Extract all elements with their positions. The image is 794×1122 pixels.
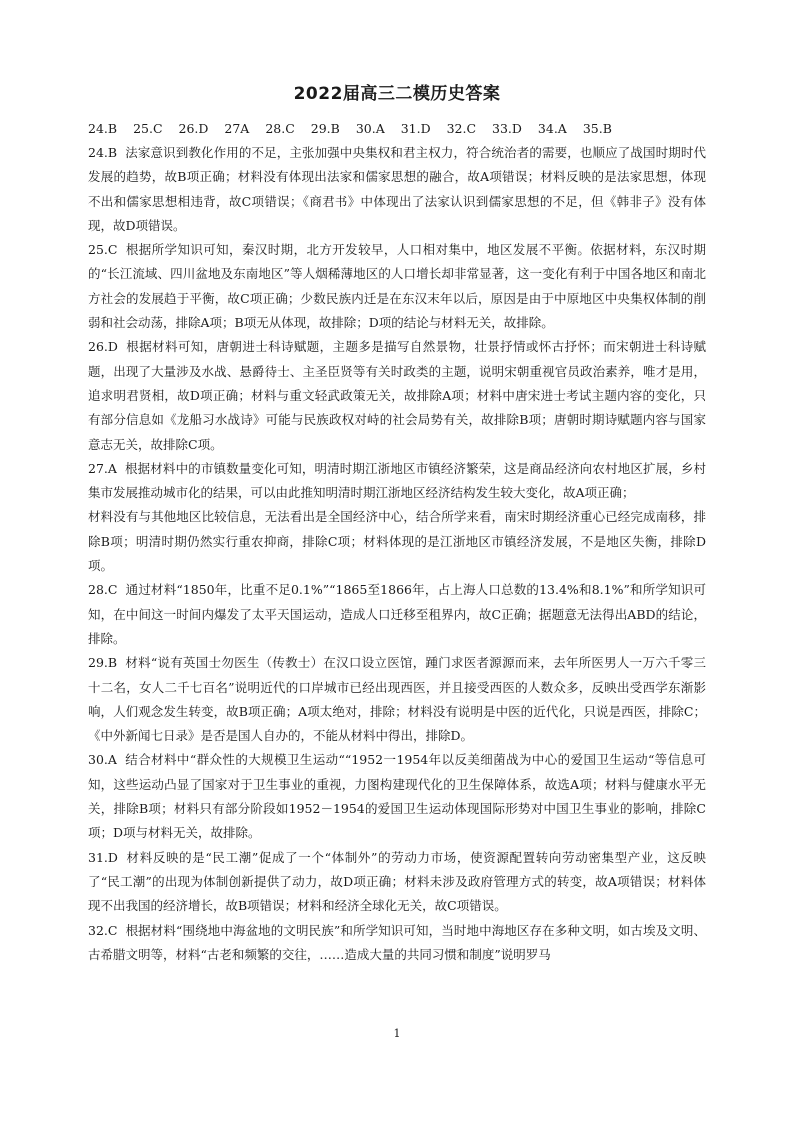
explanation-paragraph — [88, 651, 706, 748]
question-number: 28.C — [88, 582, 118, 598]
explanation-paragraph — [88, 846, 706, 919]
answer-item: 34.A — [537, 121, 567, 136]
question-number: 29.B — [88, 655, 118, 671]
answer-item: 31.D — [400, 121, 431, 136]
answer-key-line — [88, 118, 708, 140]
explanation-text: 根据所学知识可知，秦汉时期，北方开发较早，人口相对集中，地区发展不平衡。依据材料，东汉时期的“长江流域、四川盆地及东南地区”等人烟稀薄地区的人口增长却非常显著，这一变化有利于中国各地区和南北方社会的发展趋于平衡，故C项正确；少数民族内迁是在东汉末年以后，原因是由于中原地区中央集权体制的削弱和社会动荡，排除A项；B项无从体现，故排除；D项的结论与材料无关，故排除。 — [88, 242, 706, 331]
explanation-paragraph — [88, 335, 706, 456]
answer-item: 24.B — [88, 121, 118, 136]
answer-item: 28.C — [265, 121, 295, 136]
question-number: 25.C — [88, 242, 118, 258]
page-number: 1 — [393, 1027, 401, 1040]
explanation-text: 材料“说有英国士勿医生（传教士）在汉口设立医馆，踵门求医者源源而来，去年所医男人一万六千零三十二名，女人二千七百名”说明近代的口岸城市已经出现西医，并且接受西医的人数众多，反映出受西学东渐影响，人们观念发生转变，故B项正确；A项太绝对，排除；材料没有说明是中医的近代化，只说是西医，排除C；《中外新闻七日录》是否是国人自办的，不能从材料中得出，排除D。 — [88, 655, 706, 744]
question-number: 32.C — [88, 922, 118, 938]
explanation-paragraph — [88, 748, 706, 845]
explanation-text: 根据材料中的市镇数量变化可知，明清时期江浙地区市镇经济繁荣，这是商品经济向农村地区扩展，乡村集市发展推动城市化的结果，可以由此推知明清时期江浙地区经济结构发生较大变化，故A项正确； — [88, 460, 706, 501]
explanation-text: 通过材料“1850年，比重不足0.1%”“1865至1866年，占上海人口总数的13.4%和8.1%”和所学知识可知，在中间这一时间内爆发了太平天国运动，造成人口迁移至租界内，故C正确；据题意无法得出ABD的结论，排除。 — [88, 582, 706, 646]
explanation-paragraph — [88, 578, 706, 651]
explanation-text: 材料反映的是“民工潮”促成了一个“体制外”的劳动力市场，使资源配置转向劳动密集型产业，这反映了“民工潮”的出现为体制创新提供了动力，故D项正确；材料未涉及政府管理方式的转变，故A项错误；材料体现不出我国的经济增长，故B项错误；材料和经济全球化无关，故C项错误。 — [88, 849, 706, 914]
answer-item: 25.C — [133, 121, 163, 136]
explanation-text: 根据材料“围绕地中海盆地的文明民族”和所学知识可知，当时地中海地区存在多种文明，如古埃及文明、古希腊文明等，材料“古老和频繁的交往，……造成大量的共同习惯和制度”说明罗马 — [88, 922, 706, 962]
answer-item: 35.B — [582, 121, 612, 136]
answer-item: 27A — [224, 121, 250, 136]
answer-item: 29.B — [310, 121, 340, 136]
explanation-text: 结合材料中“群众性的大规模卫生运动““1952一1954年以反美细菌战为中心的爱国卫生运动“等信息可知，这些运动凸显了国家对于卫生事业的重视，力图构建现代化的卫生保障体系，故选A项；材料与健康水平无关，排除B项；材料只有部分阶段如1952－1954的爱国卫生运动体现国际形势对中国卫生事业的影响，排除C项；D项与材料无关，故排除。 — [88, 752, 706, 841]
question-number: 31.D — [88, 849, 118, 865]
page-title: 2022届高三二模历史答案 — [293, 84, 501, 104]
explanation-text: 法家意识到教化作用的不足，主张加强中央集权和君主权力，符合统治者的需要，也顺应了战国时期时代发展的趋势，故B项正确；材料没有体现出法家和儒家思想的融合，故A项错误；材料反映的是法家思想，体现不出和儒家思想相违背，故C项错误；《商君书》中体现出了法家认识到儒家思想的不足，但《韩非子》没有体现，故D项错误。 — [88, 145, 706, 233]
explanation-text: 根据材料可知，唐朝进士科诗赋题，主题多是描写自然景物，壮景抒情或怀古抒怀；而宋朝进士科诗赋题，出现了大量涉及水战、悬爵待士、主圣臣贤等有关时政类的主题，说明宋朝重视官员政治素养，唯才是用，追求明君贤相，故D项正确；材料与重文轻武政策无关，故排除A项；材料中唐宋进士考试主题内容的变化，只有部分信息如《龙船习水战诗》可能与民族政权对峙的社会局势有关，故排除B项；唐朝时期诗赋题内容与国家意志无关，故排除C项。 — [88, 339, 706, 452]
explanation-paragraph — [88, 238, 706, 335]
explanation-paragraph — [88, 919, 706, 968]
answer-item: 33.D — [492, 121, 522, 136]
explanation-paragraph — [88, 457, 706, 506]
explanation-text: 材料没有与其他地区比较信息，无法看出是全国经济中心，结合所学来看，南宋时期经济重心已经完成南移，排除B项；明清时期仍然实行重农抑商，排除C项；材料体现的是江浙地区市镇经济发展，不是地区失衡，排除D项。 — [88, 509, 706, 574]
explanation-paragraph — [88, 141, 706, 238]
answer-item: 26.D — [178, 121, 209, 136]
explanations — [88, 141, 706, 967]
answer-item: 32.C — [446, 121, 477, 136]
question-number: 24.B — [88, 145, 118, 160]
question-number: 30.A — [88, 752, 117, 768]
question-number: 27.A — [88, 460, 117, 476]
question-number: 26.D — [88, 339, 118, 355]
answer-item: 30.A — [355, 121, 385, 136]
explanation-paragraph-continued — [88, 505, 706, 578]
